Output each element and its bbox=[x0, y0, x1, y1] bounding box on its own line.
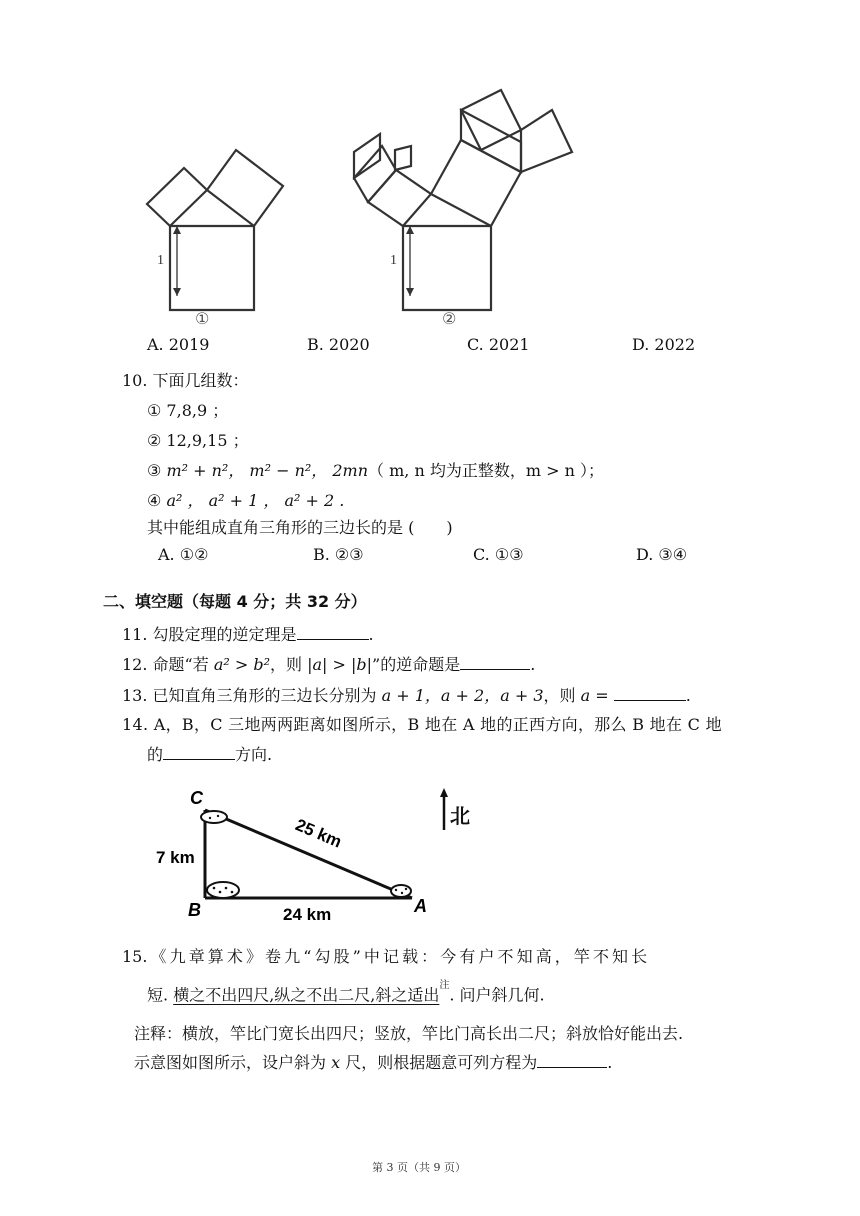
q12-math: a² > b² bbox=[213, 655, 270, 674]
q11-end: . bbox=[368, 625, 374, 644]
q15-note-mark: 注 bbox=[439, 980, 450, 991]
q10-option-a: A. ①② bbox=[158, 545, 209, 564]
q10-option-c: C. ①③ bbox=[473, 545, 524, 564]
q15-line-2 bbox=[147, 982, 545, 1005]
q11 bbox=[122, 622, 374, 645]
q10-stem: 10. 下面几组数： bbox=[122, 371, 249, 390]
q10-item-2: ② 12,9,15 ； bbox=[147, 431, 249, 450]
q13-math-2: a = bbox=[580, 686, 609, 705]
distance-cb-label: 7 km bbox=[156, 848, 195, 867]
q15-line-2-pre: 短. bbox=[147, 985, 174, 1005]
q13-blank[interactable] bbox=[614, 686, 686, 701]
q9-label-2: 1 bbox=[390, 253, 397, 268]
q10-item-3 bbox=[147, 458, 604, 481]
q12-blank[interactable] bbox=[460, 655, 530, 670]
q13 bbox=[122, 683, 691, 706]
q15-quote: 横之不出四尺,纵之不出二尺,斜之适出 bbox=[173, 985, 440, 1005]
q9-option-d: D. 2022 bbox=[632, 335, 696, 354]
q10-item-3-suffix: （ m, n 均为正整数，m > n ）； bbox=[368, 461, 605, 480]
q11-blank[interactable] bbox=[297, 625, 369, 640]
q15-line-1: 15. 《 九 章 算 术 》 卷 九 “ 勾 股 ” 中 记 载 ： 今 有 户 不 知 高 ， 竿 不 知 长 bbox=[122, 947, 648, 966]
page-footer: 第 3 页（共 9 页） bbox=[372, 1161, 466, 1174]
north-label: 北 bbox=[450, 804, 470, 828]
q15-line-4-end: . bbox=[607, 1053, 613, 1072]
q12 bbox=[122, 652, 535, 675]
q13-end: . bbox=[685, 686, 691, 705]
q13-math: a + 1，a + 2，a + 3 bbox=[381, 686, 544, 705]
q15-var: x bbox=[331, 1053, 341, 1072]
point-a-label: A bbox=[414, 896, 427, 916]
q14-line-1: 14. A，B，C 三地两两距离如图所示，B 地在 A 地的正西方向，那么 B 地在 C 地 bbox=[122, 715, 722, 734]
q9-option-b: B. 2020 bbox=[307, 335, 370, 354]
q10-item-3-prefix: ③ bbox=[147, 461, 167, 480]
q12-mid: ，则 bbox=[270, 655, 308, 674]
q14-blank[interactable] bbox=[163, 745, 235, 760]
q10-item-4 bbox=[147, 488, 344, 511]
b-marker-icon bbox=[207, 882, 239, 898]
q10-item-1: ① 7,8,9 ； bbox=[147, 401, 229, 420]
q10-option-d: D. ③④ bbox=[636, 545, 688, 564]
a-marker-icon bbox=[391, 885, 411, 897]
distance-ca-label: 25 km bbox=[292, 815, 345, 852]
q13-pre: 13. 已知直角三角形的三边长分别为 bbox=[122, 686, 382, 705]
q15-line-2-post: . 问户斜几何. bbox=[449, 985, 545, 1005]
q14-line-2-pre: 的 bbox=[147, 745, 164, 764]
section-2-title: 二、填空题（每题 4 分；共 32 分） bbox=[103, 592, 367, 611]
q12-math-2: |a| > |b| bbox=[307, 655, 373, 674]
distance-ba-label: 24 km bbox=[283, 905, 332, 920]
q14-line-2 bbox=[147, 742, 272, 765]
q10-item-4-math: a² ， a² + 1 ， a² + 2 . bbox=[166, 491, 345, 510]
q9-label-1: 1 bbox=[157, 253, 164, 268]
q9-option-c: C. 2021 bbox=[467, 335, 530, 354]
q15-line-4-pre: 示意图如图所示，设户斜为 bbox=[134, 1053, 332, 1072]
q10-option-b: B. ②③ bbox=[313, 545, 364, 564]
q13-mid: ，则 bbox=[543, 686, 581, 705]
q14-line-2-post: 方向. bbox=[235, 745, 273, 764]
q10-question: 其中能组成直角三角形的三边长的是 ( ) bbox=[147, 518, 453, 537]
q12-pre: 12. 命题“若 bbox=[122, 655, 214, 674]
point-b-label: B bbox=[188, 900, 201, 920]
c-marker-icon bbox=[201, 811, 227, 823]
q15-line-4 bbox=[134, 1050, 612, 1073]
q9-figure bbox=[140, 88, 590, 328]
q10-item-4-prefix: ④ bbox=[147, 491, 167, 510]
q11-text: 11. 勾股定理的逆定理是 bbox=[122, 625, 297, 644]
q15-blank[interactable] bbox=[537, 1053, 607, 1068]
q9-caption-1: ① bbox=[195, 309, 210, 328]
q14-figure bbox=[150, 780, 480, 920]
q15-note: 注释：横放，竿比门宽长出四尺；竖放，竿比门高长出二尺；斜放恰好能出去. bbox=[134, 1024, 684, 1043]
q10-item-3-math: m² + n²， m² − n²， 2mn bbox=[166, 461, 369, 480]
q15-line-4-post: 尺，则根据题意可列方程为 bbox=[340, 1053, 538, 1072]
point-c-label: C bbox=[190, 788, 203, 808]
q12-post: ”的逆命题是 bbox=[372, 655, 461, 674]
q12-end: . bbox=[530, 655, 536, 674]
q9-caption-2: ② bbox=[442, 309, 457, 328]
q9-option-a: A. 2019 bbox=[147, 335, 210, 354]
